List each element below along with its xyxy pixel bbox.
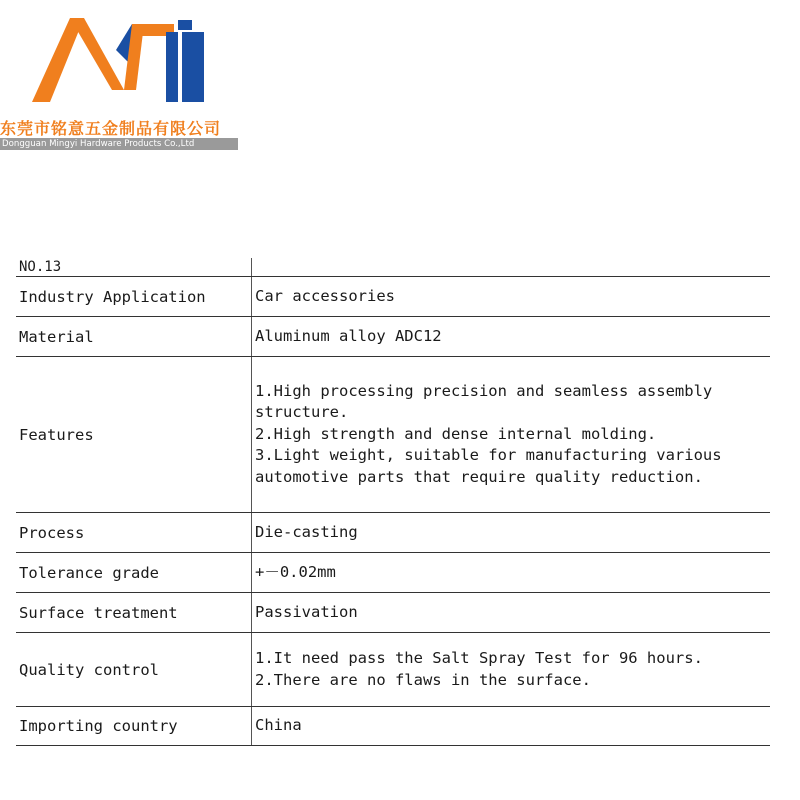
table-row: [16, 593, 770, 633]
value-line: structure.: [255, 403, 349, 422]
row-value: [252, 707, 771, 746]
value-line: +－0.02mm: [255, 562, 336, 581]
value-line: 3.Light weight, suitable for manufacturing various: [255, 446, 722, 465]
product-number: NO.13: [16, 258, 252, 277]
row-value: [252, 357, 771, 513]
mingyi-logo-mark: [28, 10, 213, 110]
table-row: [16, 357, 770, 513]
table-row: [16, 277, 770, 317]
value-line: China: [255, 716, 302, 735]
table-row: [16, 707, 770, 746]
value-line: 1.It need pass the Salt Spray Test for 96 hours.: [255, 649, 703, 667]
row-value: [252, 277, 771, 317]
company-name-chinese: 东莞市铭意五金制品有限公司: [0, 119, 222, 138]
value-line: automotive parts that require quality reduction.: [255, 467, 703, 486]
row-label: Surface treatment: [16, 593, 252, 633]
row-label: Industry Application: [16, 277, 252, 317]
value-line: Car accessories: [255, 286, 395, 305]
value-line: 2.High strength and dense internal molding.: [255, 424, 657, 443]
row-label: Features: [16, 357, 252, 513]
row-label: Importing country: [16, 707, 252, 746]
row-label: Tolerance grade: [16, 553, 252, 593]
value-line: Passivation: [255, 602, 358, 621]
row-value: [252, 593, 771, 633]
table-row: [16, 317, 770, 357]
row-label: Material: [16, 317, 252, 357]
value-line: Die-casting: [255, 522, 358, 541]
company-name-english: Dongguan Mingyi Hardware Products Co.,Ltd: [0, 138, 238, 150]
row-value: [252, 553, 771, 593]
table-header-row: [16, 258, 770, 277]
value-line: 1.High processing precision and seamless assembly: [255, 381, 713, 400]
table-row: [16, 553, 770, 593]
row-value: [252, 513, 771, 553]
product-spec-table: [16, 258, 770, 746]
table-row: [16, 633, 770, 707]
company-logo: [0, 10, 240, 149]
row-label: Process: [16, 513, 252, 553]
row-value: [252, 633, 771, 707]
table-row: [16, 513, 770, 553]
value-line: 2.There are no flaws in the surface.: [255, 670, 591, 689]
row-value: [252, 317, 771, 357]
row-label: Quality control: [16, 633, 252, 707]
value-line: Aluminum alloy ADC12: [255, 326, 442, 345]
header-empty-cell: [252, 258, 771, 277]
